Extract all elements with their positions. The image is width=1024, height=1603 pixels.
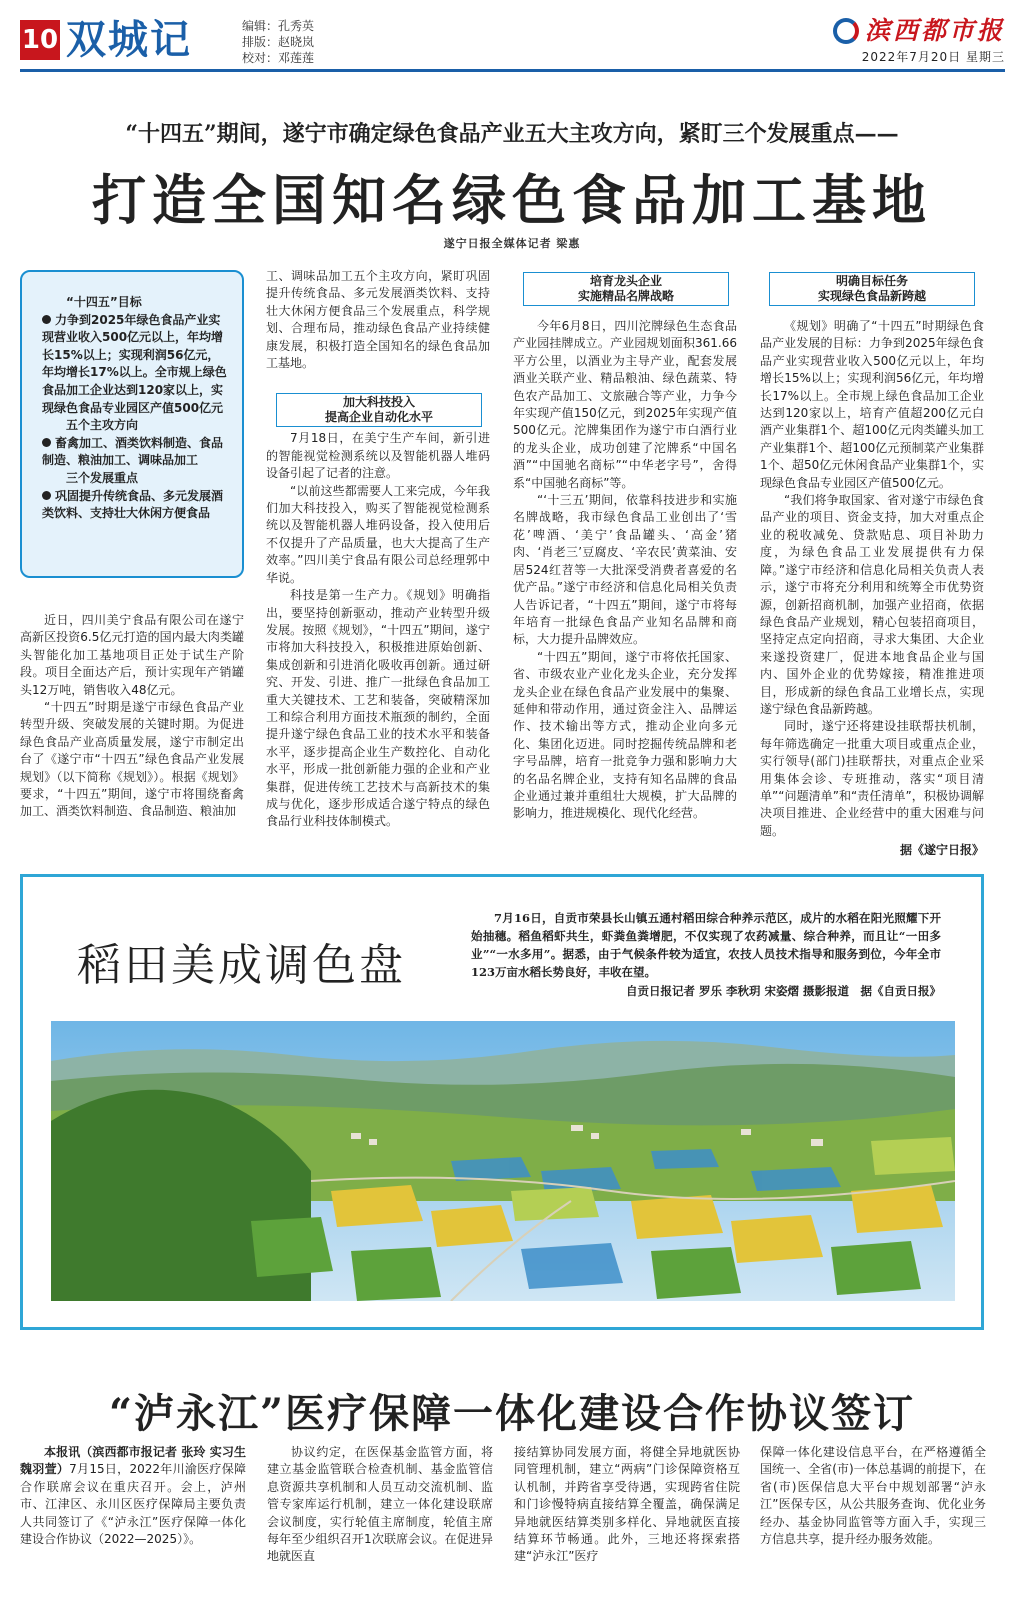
paragraph: “‘十三五’期间，依靠科技进步和实施名牌战略，我市绿色食品工业创出了‘雪花’啤酒、‘美宁’食品罐头、‘高金’猪肉、‘肖老三’豆腐皮、‘辛农民’黄菜油、安居524红苕等一大批深受消费者喜爱的名优产品。”遂宁市经济和信息化局相关负责人告诉记者，“十四五”期间，遂宁市将每年培育一批绿色食品产业知名品牌和商标，大力提升品牌效应。 xyxy=(513,493,737,647)
subhead-goals: 明确目标任务 实现绿色食品新跨越 xyxy=(769,272,975,306)
paper-name: 滨西都市报 xyxy=(864,16,1005,45)
bullet-icon xyxy=(42,438,51,447)
article-column-2 xyxy=(266,268,490,831)
sidebar-goal: 力争到2025年绿色食品产业实现营业收入500亿元以上，年均增长15%以上；实现利润56亿元，年均增长17%以上。全市规上绿色食品加工企业达到120家以上，实现绿色食品专业园区产值500亿元 xyxy=(42,312,227,415)
bottom-column-1 xyxy=(20,1444,246,1548)
bullet-icon xyxy=(42,315,51,324)
subhead-tech: 加大科技投入 提高企业自动化水平 xyxy=(276,393,482,427)
bottom-headline: “泸永江”医疗保障一体化建设合作协议签订 xyxy=(108,1390,915,1437)
article-byline: 遂宁日报全媒体记者 梁惠 xyxy=(443,237,581,250)
article-source: 据《遂宁日报》 xyxy=(899,843,984,858)
article-headline: 打造全国知名绿色食品加工基地 xyxy=(92,168,932,232)
proofread-name: 校对：邓莲莲 xyxy=(242,51,315,65)
sidebar-focus-title: 三个发展重点 xyxy=(66,470,139,485)
paragraph: 《规划》明确了“十四五”时期绿色食品产业发展的目标：力争到2025年绿色食品产业实现营业收入500亿元以上，年均增长15%以上；实现利润56亿元，年均增长17%以上。全市规上绿色食品加工企业达到120家以上，培育产值超200亿元白酒产业集群1个、超100亿元肉类罐头加工产业集群1个、超100亿元预制菜产业集群1个、超50亿元休闲食品产业集群1个，实现绿色食品专业园区产值500亿元。 xyxy=(760,319,984,490)
paragraph: 近日，四川美宁食品有限公司在遂宁高新区投资6.5亿元打造的国内最大肉类罐头智能化加工基地项目正处于试生产阶段。项目全面达产后，预计实现年产销罐头12万吨，销售收入48亿元。 xyxy=(20,613,244,697)
editor-credits xyxy=(242,18,314,66)
sidebar-directions: 畜禽加工、酒类饮料制造、食品制造、粮油加工、调味品加工 xyxy=(42,435,224,468)
photo-credit: 自贡日报记者 罗乐 李秋玥 宋姿熠 摄影报道 据《自贡日报》 xyxy=(625,984,941,998)
editor-name: 编辑：孔秀英 xyxy=(242,19,315,33)
sidebar-title: “十四五”目标 xyxy=(66,295,142,309)
article-column-1 xyxy=(20,612,244,821)
masthead xyxy=(20,14,1005,72)
layout-name: 排版：赵晓岚 xyxy=(242,35,315,49)
paragraph: “我们将争取国家、省对遂宁市绿色食品产业的项目、资金支持，加大对重点企业的税收减免、贷款贴息、项目补助力度，为绿色食品工业发展提供有力保障。”遂宁市经济和信息化局相关负责人表示，遂宁市将充分利用和统筹全市优势资源，创新招商机制，加强产业招商，依据绿色食品产业规划，精心包装招商项目，坚持定点定向招商，寻求大集团、大企业来遂投资建厂，促进本地食品企业与国内、国外企业的优势嫁接，精准推进项目，形成新的绿色食品工业增长点，实现遂宁绿色食品新跨越。 xyxy=(760,493,984,716)
page-number: 10 xyxy=(20,20,60,60)
photo-caption: 7月16日，自贡市荣县长山镇五通村稻田综合种养示范区，成片的水稻在阳光照耀下开始抽穗。稻鱼稻虾共生，虾粪鱼粪增肥，不仅实现了农药减量、综合种养，而且让“一田多业”“一水多用”。据悉，由于气候条件较为适宜，农技人员技术指导和服务到位，今年全市123万亩水稻长势良好，丰收在望。 xyxy=(471,911,941,979)
bottom-column-3 xyxy=(514,1444,740,1566)
section-title: 双城记 xyxy=(66,16,192,63)
sidebar-focus: 巩固提升传统食品、多元发展酒类饮料、支持壮大休闲方便食品 xyxy=(42,488,224,521)
article-column-4 xyxy=(760,318,984,860)
paper-emblem-icon xyxy=(833,18,859,44)
photo-story xyxy=(20,874,984,1330)
bullet-icon xyxy=(42,491,51,500)
bottom-column-4 xyxy=(760,1444,986,1548)
paragraph: 科技是第一生产力。《规划》明确指出，要坚持创新驱动，推动产业转型升级发展。按照《规划》，“十四五”期间，遂宁市将加大科技投入，积极推进原始创新、集成创新和引进消化吸收再创新。通过研究、开发、引进、推广一批绿色食品加工重大关键技术、工艺和装备，突破精深加工和综合利用方面技术瓶颈的制约，全面提升遂宁绿色食品工业的技术水平和装备水平，逐步提高企业生产数控化、自动化水平，形成一批创新能力强的企业和产业集群，促进传统工艺技术与高新技术的集成与优化，逐步形成适合遂宁特点的绿色食品行业科技体制模式。 xyxy=(266,588,490,829)
paragraph: 协议约定，在医保基金监管方面，将建立基金监管联合检查机制、基金监管信息资源共享机制和人员互动交流机制、监管专家库运行机制，建立一体化建设联席会议制度，实行轮值主席制度，轮值主席每年至少组织召开1次联席会议。在促进异地就医直 xyxy=(267,1445,493,1564)
photo-title: 稻田美成调色盘 xyxy=(77,940,406,991)
news-lead: 本报讯（滨西都市报记者 张玲 实习生 魏羽萱） xyxy=(20,1445,246,1477)
landscape-illustration xyxy=(51,1021,955,1301)
rice-field-photo xyxy=(51,1021,955,1301)
paragraph: 同时，遂宁还将建设挂联帮扶机制，每年筛选确定一批重大项目或重点企业，实行领导(部门)挂联帮扶，对重点企业采用集体会诊、专班推动，落实“项目清单”“问题清单”和“责任清单”，积极协调解决项目推进、企业经营中的重大困难与问题。 xyxy=(760,719,984,838)
paragraph: 7月18日，在美宁生产车间，新引进的智能视觉检测系统以及智能机器人堆码设备引起了记者的注意。 xyxy=(266,431,490,481)
paper-logo xyxy=(833,16,1005,65)
bottom-column-2 xyxy=(267,1444,493,1566)
article-column-3 xyxy=(513,318,737,823)
paragraph: 今年6月8日，四川沱牌绿色生态食品产业园挂牌成立。产业园规划面积361.66平方公里，以酒业为主导产业，配套发展酒业关联产业、精品粮油、绿色蔬菜、特色农产品加工、文旅融合等产业，力争今年实现产值150亿元，到2025年实现产值500亿元。沱牌集团作为遂宁市白酒行业的龙头企业，成功创建了沱牌系“中国名酒”“中国驰名商标”“中华老字号”，舍得系“中国驰名商标”等。 xyxy=(513,319,737,490)
goals-sidebar xyxy=(20,270,244,578)
sidebar-directions-title: 五个主攻方向 xyxy=(66,418,139,433)
subhead-brand: 培育龙头企业 实施精品名牌战略 xyxy=(523,272,729,306)
paragraph: “十四五”期间，遂宁市将依托国家、省、市级农业产业化龙头企业，充分发挥龙头企业在绿色食品产业发展中的集聚、延伸和带动作用，通过资金注入、品牌运作、技术输出等方式，推动企业向多元化、集团化迈进。同时挖掘传统品牌和老字号品牌，培育一批竞争力强和影响力大的名品名牌企业，支持有知名品牌的食品企业通过兼并重组壮大规模，扩大品牌的影响力，推进规模化、现代化经营。 xyxy=(513,649,737,821)
paragraph-continued: 工、调味品加工五个主攻方向，紧盯巩固提升传统食品、多元发展酒类饮料、支持壮大休闲方便食品三个发展重点，科学规划、合理布局，推动绿色食品产业持续健康发展，积极打造全国知名的绿色食品加工基地。 xyxy=(266,269,490,371)
paragraph: “十四五”时期是遂宁市绿色食品产业转型升级、突破发展的关键时期。为促进绿色食品产业高质量发展，遂宁市制定出台了《遂宁市“十四五”绿色食品产业发展规划》（以下简称《规划》）。根据《规划》要求，“十四五”期间，遂宁市将围绕畜禽加工、酒类饮料制造、食品制造、粮油加 xyxy=(20,700,244,819)
paragraph: “以前这些都需要人工来完成，今年我们加大科技投入，购买了智能视觉检测系统以及智能机器人堆码设备，投入使用后不仅提升了产品质量，也大大提高了生产效率。”四川美宁食品有限公司总经理郭中华说。 xyxy=(266,483,490,585)
paragraph: 7月15日，2022年川渝医疗保障合作联席会议在重庆召开。会上，泸州市、江津区、永川区医疗保障局主要负责人共同签订了《“泸永江”医疗保障一体化建设合作协议（2022—2025）》。 xyxy=(20,1462,246,1547)
article-kicker: “十四五”期间，遂宁市确定绿色食品产业五大主攻方向，紧盯三个发展重点—— xyxy=(125,121,899,147)
paragraph-continued: 接结算协同发展方面，将健全异地就医协同管理机制，建立“两病”门诊保障资格互认机制，并跨省享受待遇，实现跨省住院和门诊慢特病直接结算全覆盖，确保满足异地就医结算类别多样化、异地就医直接结算环节畅通。此外，三地还将探索搭建“泸永江”医疗 xyxy=(514,1445,740,1564)
paragraph-continued: 保障一体化建设信息平台，在严格遵循全国统一、全省(市)一体总基调的前提下，在省(市)医保信息大平台中规划部署“泸永江”医保专区，从公共服务查询、优化业务经办、基金协同监管等方面入手，实现三方信息共享，提升经办服务效能。 xyxy=(760,1445,986,1547)
issue-date: 2022年7月20日 星期三 xyxy=(861,50,1005,64)
